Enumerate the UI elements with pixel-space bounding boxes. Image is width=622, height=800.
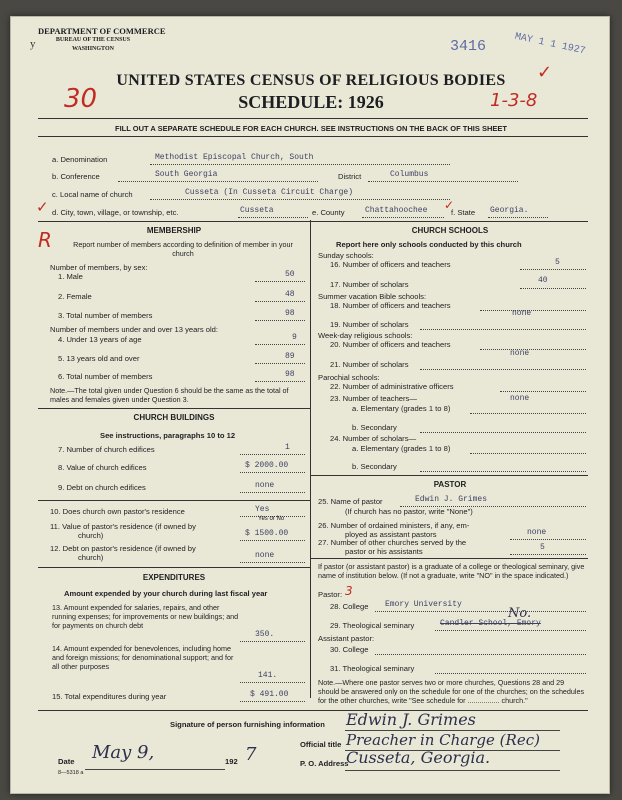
department-heading xyxy=(38,26,166,54)
asst-theological-label: 31. Theological seminary xyxy=(330,664,415,673)
district-label: District xyxy=(338,172,362,181)
divider xyxy=(38,221,588,222)
divider xyxy=(38,408,310,409)
red-number-30: 30 xyxy=(64,84,98,114)
benevolences-value[interactable]: 141. xyxy=(258,671,278,680)
city-name: WASHINGTON xyxy=(72,46,114,52)
bureau-name: BUREAU OF THE CENSUS xyxy=(55,37,131,43)
summer-label: Summer vacation Bible schools: xyxy=(318,292,427,301)
form-code: 8—5318 a xyxy=(58,770,84,776)
q24b-label: b. Secondary xyxy=(352,462,397,471)
edifice-value[interactable]: $ 2000.00 xyxy=(245,461,289,470)
conference-value[interactable]: South Georgia xyxy=(155,170,218,179)
q23b-label: b. Secondary xyxy=(352,423,397,432)
by-sex-label: Number of members, by sex: xyxy=(50,263,148,272)
divider xyxy=(310,475,588,476)
weekday-label: Week-day religious schools: xyxy=(318,331,413,340)
state-value[interactable]: Georgia. xyxy=(490,206,529,215)
title-label: Official title xyxy=(300,740,342,749)
ordained-label2: ployed as assistant pastors xyxy=(345,530,437,539)
q24-label: 24. Number of scholars— xyxy=(330,434,417,443)
q17-label: 17. Number of scholars xyxy=(330,280,409,289)
county-value[interactable]: Chattahoochee xyxy=(365,206,428,215)
q20-value[interactable]: none xyxy=(510,349,530,358)
total2-value[interactable]: 98 xyxy=(285,370,295,379)
divider xyxy=(38,567,310,568)
year-prefix: 192 xyxy=(225,757,238,766)
q21-label: 21. Number of scholars xyxy=(330,360,409,369)
debt-edifice-label: 9. Debt on church edifices xyxy=(58,483,146,492)
pastor-heading: PASTOR xyxy=(433,480,467,489)
other-churches-value[interactable]: 5 xyxy=(540,543,545,552)
q24a-label: a. Elementary (grades 1 to 8) xyxy=(352,444,451,453)
pastor-none-hint: (If church has no pastor, write "None") xyxy=(345,507,473,516)
local-name-value[interactable]: Cusseta (In Cusseta Circuit Charge) xyxy=(185,188,354,197)
parochial-label: Parochial schools: xyxy=(318,373,380,382)
county-label: e. County xyxy=(312,208,345,217)
city-value[interactable]: Cusseta xyxy=(240,206,274,215)
under13-value[interactable]: 9 xyxy=(292,333,297,342)
red-r: R xyxy=(38,228,52,252)
divider xyxy=(310,558,588,559)
salaries-value[interactable]: 350. xyxy=(255,630,275,639)
title-value[interactable]: Preacher in Charge (Rec) xyxy=(346,731,540,749)
edifice-value-label: 8. Value of church edifices xyxy=(58,463,147,472)
total-value[interactable]: 98 xyxy=(285,309,295,318)
college-value[interactable]: Emory University xyxy=(385,600,462,609)
buildings-heading: CHURCH BUILDINGS xyxy=(133,413,215,422)
date-label: Date xyxy=(58,757,75,766)
divider xyxy=(38,500,310,501)
pastor-name-value[interactable]: Edwin J. Grimes xyxy=(415,495,488,504)
male-value[interactable]: 50 xyxy=(285,270,295,279)
debt-residence-label2: church) xyxy=(78,553,104,562)
pastor-sub-label: Pastor: xyxy=(318,590,343,599)
residence-worth-value[interactable]: $ 1500.00 xyxy=(245,529,289,538)
membership-heading: MEMBERSHIP xyxy=(146,226,202,235)
debt-residence-value[interactable]: none xyxy=(255,551,275,560)
age-label: Number of members under and over 13 years old: xyxy=(50,325,218,334)
form-subtitle: SCHEDULE: 1926 xyxy=(238,92,384,112)
department-name: DEPARTMENT OF COMMERCE xyxy=(38,26,166,36)
assistant-label: Assistant pastor: xyxy=(318,634,375,643)
year-value[interactable]: 7 xyxy=(245,744,257,765)
other-churches-label2: pastor or his assistants xyxy=(345,547,423,556)
yes-no-hint: Yes or No xyxy=(258,516,285,522)
total-label: 3. Total number of members xyxy=(58,311,153,320)
female-label: 2. Female xyxy=(58,292,92,301)
sunday-label: Sunday schools: xyxy=(318,251,374,260)
theological-label: 29. Theological seminary xyxy=(330,621,415,630)
q22-label: 22. Number of administrative officers xyxy=(330,382,454,391)
debt-edifice-value[interactable]: none xyxy=(255,481,275,490)
signature-label: Signature of person furnishing information xyxy=(170,720,325,729)
q23a-label: a. Elementary (grades 1 to 8) xyxy=(352,404,451,413)
signature-value[interactable]: Edwin J. Grimes xyxy=(346,710,476,729)
asst-college-label: 30. College xyxy=(330,645,369,654)
expenditures-instruction: Amount expended by your church during last fiscal year xyxy=(64,589,268,598)
form-title: UNITED STATES CENSUS OF RELIGIOUS BODIES xyxy=(116,72,506,89)
pastor-name-label: 25. Name of pastor xyxy=(318,497,383,506)
check-d: ✓ xyxy=(36,198,49,216)
q23-value[interactable]: none xyxy=(510,394,530,403)
q20-label: 20. Number of officers and teachers xyxy=(330,340,451,349)
schools-instruction: Report here only schools conducted by this church xyxy=(336,240,522,249)
ordained-value[interactable]: none xyxy=(527,528,547,537)
edifices-value[interactable]: 1 xyxy=(285,443,290,452)
edifices-label: 7. Number of church edifices xyxy=(58,445,155,454)
total2-label: 6. Total number of members xyxy=(58,372,153,381)
divider xyxy=(38,710,588,711)
q16-label: 16. Number of officers and teachers xyxy=(330,260,451,269)
college-label: 28. College xyxy=(330,602,369,611)
q18-label: 18. Number of officers and teachers xyxy=(330,301,451,310)
date-value[interactable]: May 9, xyxy=(92,742,155,763)
expenditures-heading: EXPENDITURES xyxy=(142,573,206,582)
over13-label: 5. 13 years old and over xyxy=(58,354,140,363)
residence-value-label: 11. Value of pastor's residence (if owned by xyxy=(50,522,196,531)
over13-value[interactable]: 89 xyxy=(285,352,295,361)
total-expenditures-label: 15. Total expenditures during year xyxy=(52,692,167,701)
corner-mark: y xyxy=(30,38,36,50)
conference-label: b. Conference xyxy=(52,172,100,181)
benevolences-label: 14. Amount expended for benevolences, including home and foreign missions; for denominational support; and for all other purposes xyxy=(52,644,234,671)
residence-value[interactable]: Yes xyxy=(255,505,270,514)
q17-value[interactable]: 40 xyxy=(538,276,548,285)
debt-residence-label: 12. Debt on pastor's residence (if owned by xyxy=(50,544,196,553)
divider xyxy=(38,136,588,137)
female-value[interactable]: 48 xyxy=(285,290,295,299)
pastor-note: Note.—Where one pastor serves two or more churches, Questions 28 and 29 should be answered only on the schedule for one of the churches; on the schedules for the other churches, write "See schedule for ................ church." xyxy=(318,678,585,705)
ordained-label: 26. Number of ordained ministers, if any, em- xyxy=(318,521,470,530)
residence-value-label2: church) xyxy=(78,531,104,540)
divider xyxy=(38,118,588,119)
denomination-label: a. Denomination xyxy=(52,155,108,164)
district-value[interactable]: Columbus xyxy=(390,170,429,179)
other-churches-label: 27. Number of other churches served by the xyxy=(318,538,467,547)
total-expenditures-value[interactable]: $ 491.00 xyxy=(250,690,289,699)
po-address-label: P. O. Address xyxy=(300,759,349,768)
city-label: d. City, town, village, or township, etc. xyxy=(52,208,179,217)
denomination-value[interactable]: Methodist Episcopal Church, South xyxy=(155,153,314,162)
q16-value[interactable]: 5 xyxy=(555,258,560,267)
male-label: 1. Male xyxy=(58,272,83,281)
column-divider xyxy=(310,220,311,698)
salaries-label: 13. Amount expended for salaries, repairs, and other running expenses; for improvements or new buildings; and for payments on church debt xyxy=(52,603,239,630)
check-county: ✓ xyxy=(444,198,455,212)
graduate-instruction: If pastor (or assistant pastor) is a graduate of a college or theological seminary, give name of institution below. (If not a graduate, write "NO" in the space indicated.) xyxy=(318,562,585,580)
po-address-value[interactable]: Cusseta, Georgia. xyxy=(346,748,491,767)
theological-value[interactable]: Candler School, Emory xyxy=(440,619,541,628)
buildings-instruction: See instructions, paragraphs 10 to 12 xyxy=(100,431,236,440)
membership-instruction: Report number of members according to definition of member in your church xyxy=(73,240,293,258)
schedule-number-stamp: 3416 xyxy=(450,38,487,55)
checkmark-top: ✓ xyxy=(537,62,553,83)
membership-note: Note.—The total given under Question 6 should be the same as the total of males and females given under Question 3. xyxy=(50,386,289,404)
q18-value[interactable]: none xyxy=(512,309,532,318)
schools-heading: CHURCH SCHOOLS xyxy=(411,226,489,235)
red-code: 1-3-8 xyxy=(490,90,538,111)
under13-label: 4. Under 13 years of age xyxy=(58,335,142,344)
q19-label: 19. Number of scholars xyxy=(330,320,409,329)
instruction-line: FILL OUT A SEPARATE SCHEDULE FOR EACH CHURCH. SEE INSTRUCTIONS ON THE BACK OF THIS SHEET xyxy=(115,124,507,133)
residence-label: 10. Does church own pastor's residence xyxy=(50,507,185,516)
state-label: f. State xyxy=(451,208,476,217)
theological-handwritten[interactable]: No. xyxy=(508,606,532,621)
q23-label: 23. Number of teachers— xyxy=(330,394,417,403)
red-mark-3: 3 xyxy=(345,584,353,598)
date-stamp: MAY 1 1 1927 xyxy=(513,31,587,58)
local-name-label: c. Local name of church xyxy=(52,190,133,199)
